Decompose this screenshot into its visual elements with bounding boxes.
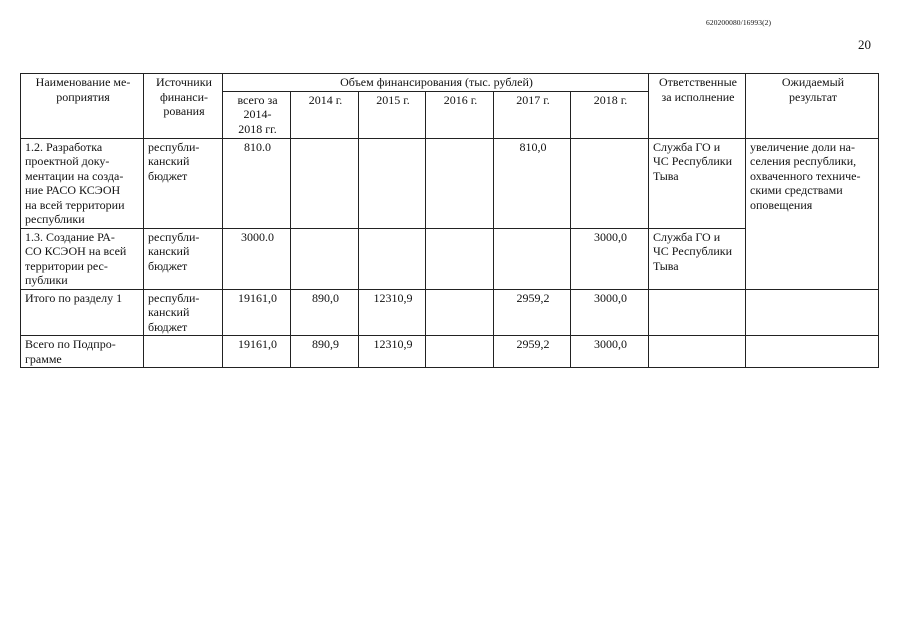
header-2017: 2017 г.: [494, 91, 571, 138]
cell-2016: [426, 289, 494, 336]
page-number: 20: [858, 37, 871, 52]
header-responsible: Ответственные за исполнение: [649, 74, 746, 139]
cell-2014: 890,9: [291, 336, 359, 368]
document-code: 620200080/16993(2): [706, 18, 772, 27]
cell-2017: 2959,2: [494, 336, 571, 368]
header-funding-group: Объем финансирования (тыс. рублей): [223, 74, 649, 92]
cell-2018: 3000,0: [571, 289, 649, 336]
cell-2014: [291, 138, 359, 228]
cell-2018: 3000,0: [571, 228, 649, 289]
table-row: [21, 336, 879, 368]
cell-total: 810.0: [223, 138, 291, 228]
cell-total: 3000.0: [223, 228, 291, 289]
cell-expected-result: [746, 289, 879, 336]
cell-2016: [426, 336, 494, 368]
cell-2017: [494, 228, 571, 289]
cell-2015: 12310,9: [359, 336, 426, 368]
header-name: Наименование ме- роприятия: [21, 74, 144, 139]
cell-2015: [359, 138, 426, 228]
cell-responsible: [649, 336, 746, 368]
cell-2015: [359, 228, 426, 289]
header-2018: 2018 г.: [571, 91, 649, 138]
cell-2016: [426, 228, 494, 289]
cell-total: 19161,0: [223, 289, 291, 336]
cell-2018: 3000,0: [571, 336, 649, 368]
cell-2018: [571, 138, 649, 228]
cell-source: республи- канский бюджет: [144, 289, 223, 336]
header-2014: 2014 г.: [291, 91, 359, 138]
cell-2015: 12310,9: [359, 289, 426, 336]
table-row: [21, 289, 879, 336]
cell-2017: 810,0: [494, 138, 571, 228]
table-row: [21, 138, 879, 228]
cell-responsible: Служба ГО и ЧС Республики Тыва: [649, 138, 746, 228]
funding-table: [20, 73, 879, 368]
cell-responsible: Служба ГО и ЧС Республики Тыва: [649, 228, 746, 289]
cell-source: республи- канский бюджет: [144, 228, 223, 289]
cell-name: Итого по разделу 1: [21, 289, 144, 336]
cell-source: [144, 336, 223, 368]
cell-2016: [426, 138, 494, 228]
cell-total: 19161,0: [223, 336, 291, 368]
header-2016: 2016 г.: [426, 91, 494, 138]
cell-2017: 2959,2: [494, 289, 571, 336]
header-total: всего за 2014- 2018 гг.: [223, 91, 291, 138]
cell-expected-result: [746, 336, 879, 368]
cell-name: 1.2. Разработка проектной доку- ментации на созда- ние РАСО КСЭОН на всей территории республики: [21, 138, 144, 228]
header-source: Источники финанси- рования: [144, 74, 223, 139]
header-2015: 2015 г.: [359, 91, 426, 138]
cell-2014: 890,0: [291, 289, 359, 336]
header-result: Ожидаемый результат: [746, 74, 879, 139]
cell-name: Всего по Подпро- грамме: [21, 336, 144, 368]
cell-name: 1.3. Создание РА- СО КСЭОН на всей территории рес- публики: [21, 228, 144, 289]
header-row-1: [21, 74, 879, 92]
cell-expected-result: увеличение доли на- селения республики, охваченного техниче- скими средствами оповещения: [746, 138, 879, 289]
cell-source: республи- канский бюджет: [144, 138, 223, 228]
cell-2014: [291, 228, 359, 289]
cell-responsible: [649, 289, 746, 336]
